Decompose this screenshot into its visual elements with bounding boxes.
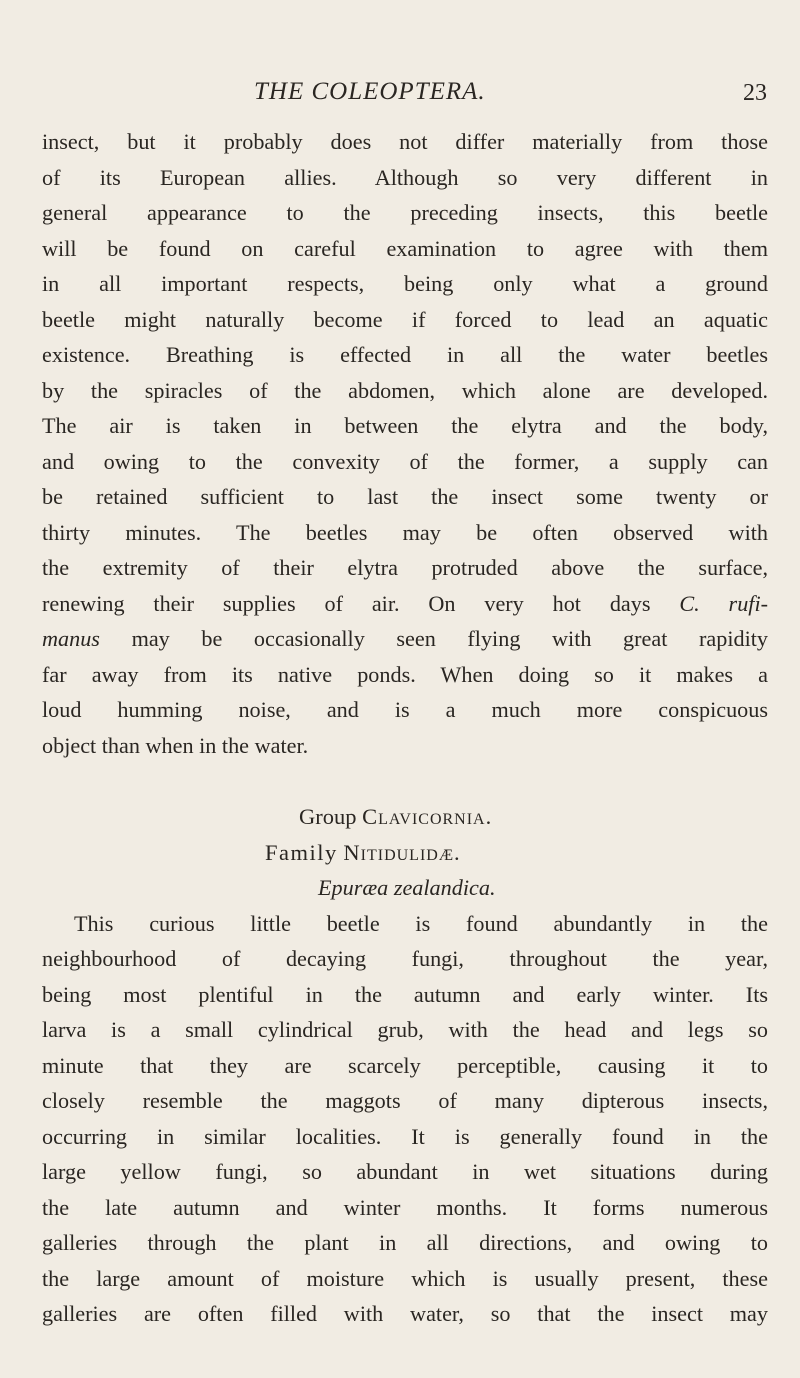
text-line: occurring in similar localities. It is generally found in the xyxy=(42,1123,768,1149)
text-line: existence. Breathing is effected in all the water beetles xyxy=(42,342,768,367)
family-label: Family xyxy=(265,839,338,865)
text-line: the late autumn and winter months. It forms numerous xyxy=(42,1194,768,1220)
family-name: Nitidulidæ. xyxy=(343,839,461,865)
text-line-segment: may be occasionally seen flying with great rapidity xyxy=(131,626,769,651)
page-number: 23 xyxy=(743,80,767,106)
text-line: general appearance to the preceding insects, this beetle xyxy=(42,200,768,225)
species-heading: Epuræa zealandica. xyxy=(318,875,496,900)
text-line: will be found on careful examination to agree with them xyxy=(42,235,768,261)
text-line: This curious little beetle is found abundantly in the xyxy=(74,910,768,936)
text-line: and owing to the convexity of the former, a supply can xyxy=(42,448,768,474)
text-line: loud humming noise, and is a much more conspicuous xyxy=(42,697,768,722)
text-line: the large amount of moisture which is usually present, these xyxy=(42,1265,768,1291)
paragraph-water-beetles xyxy=(42,124,768,763)
text-line: galleries are often filled with water, so that the insect may xyxy=(42,1301,768,1326)
text-line: beetle might naturally become if forced to lead an aquatic xyxy=(42,306,768,332)
text-line: insect, but it probably does not differ materially from those xyxy=(42,129,768,154)
text-line: thirty minutes. The beetles may be often observed with xyxy=(42,519,768,545)
group-heading xyxy=(42,799,768,835)
text-line: minute that they are scarcely perceptible, causing it to xyxy=(42,1052,768,1078)
text-line: the extremity of their elytra protruded above the surface, xyxy=(42,555,768,580)
running-title: THE COLEOPTERA. xyxy=(254,78,486,105)
species-reference: manus xyxy=(42,626,100,651)
body-text xyxy=(42,124,768,1332)
text-line: object than when in the water. xyxy=(42,732,309,758)
family-heading xyxy=(42,835,768,871)
text-line: of its European allies. Although so very different in xyxy=(42,164,768,190)
text-line: by the spiracles of the abdomen, which alone are developed. xyxy=(42,377,768,403)
text-line: neighbourhood of decaying fungi, throughout the year, xyxy=(42,946,768,971)
text-line xyxy=(42,586,768,622)
text-line: The air is taken in between the elytra and the body, xyxy=(42,413,768,438)
text-line: closely resemble the maggots of many dipterous insects, xyxy=(42,1088,768,1113)
paragraph-epuraea xyxy=(42,906,768,1332)
text-line: galleries through the plant in all directions, and owing to xyxy=(42,1230,768,1255)
text-line-segment: renewing their supplies of air. On very hot days xyxy=(42,590,651,616)
group-name: Clavicornia. xyxy=(362,804,493,829)
species-reference: C. rufi- xyxy=(679,590,768,616)
text-line: far away from its native ponds. When doing so it makes a xyxy=(42,661,768,687)
text-line: being most plentiful in the autumn and early winter. Its xyxy=(42,981,768,1007)
text-line: in all important respects, being only what a ground xyxy=(42,271,768,296)
text-line: large yellow fungi, so abundant in wet situations during xyxy=(42,1159,768,1184)
text-line xyxy=(42,621,768,657)
text-line: be retained sufficient to last the insect some twenty or xyxy=(42,484,768,509)
text-line: larva is a small cylindrical grub, with the head and legs so xyxy=(42,1017,768,1042)
group-label: Group xyxy=(299,804,357,829)
section-gap xyxy=(42,763,768,799)
